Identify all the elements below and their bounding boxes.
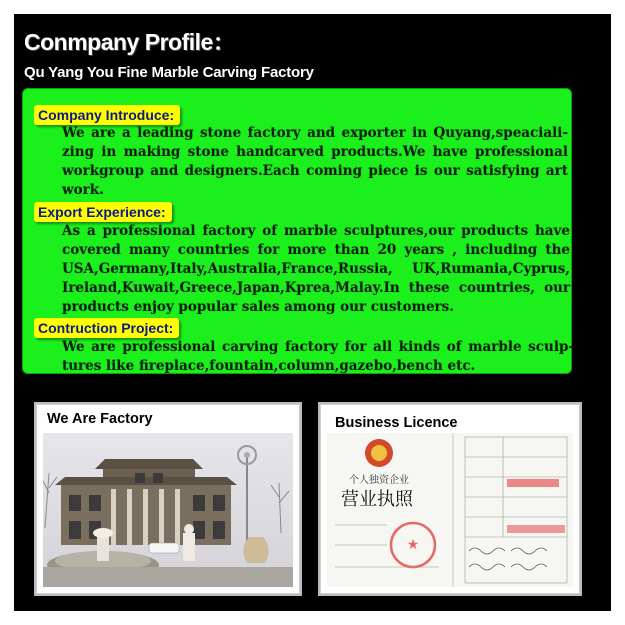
page-title: Conmpany Profile： [24, 29, 236, 55]
licence-photo-card [320, 404, 580, 594]
factory-photo [43, 433, 293, 587]
licence-heading-small: 个人独资企业 [349, 475, 409, 486]
licence-photo [327, 433, 573, 587]
factory-photo-card [36, 404, 300, 594]
section-text-contruction-project: We are professional carving factory for all kinds of marble sculp-tures like fireplace,fountain,column,gazebo,bench etc. [62, 339, 574, 374]
licence-heading-large: 营业执照 [341, 489, 413, 510]
section-text-company-introduce: We are a leading stone factory and exporter in Quyang,speaciali-zing in making stone handcarved products.We have professional workgroup and designers.Each coming piece is our satisfying art work. [62, 125, 568, 198]
section-label-company-introduce: Company Introduce: [34, 105, 180, 125]
factory-building-illustration [43, 433, 293, 587]
svg-text:★: ★ [406, 537, 420, 553]
section-label-contruction-project: Contruction Project: [34, 318, 179, 338]
licence-photo-label: Business Licence [335, 415, 458, 431]
section-label-export-experience: Export Experience: [34, 202, 172, 222]
factory-photo-label: We Are Factory [47, 411, 153, 427]
page-subtitle: Qu Yang You Fine Marble Carving Factory [24, 64, 314, 81]
section-text-export-experience: As a professional factory of marble sculptures,our products have covered many countries for more than 20 years , including the USA,Germany,Italy,Australia,France,Russia, UK,Rumania,Cyprus, Ireland,Kuwait,Greece,Japan,Kprea,Malay.In these countries, our products enjoy popular sales among our customers. [62, 223, 570, 315]
